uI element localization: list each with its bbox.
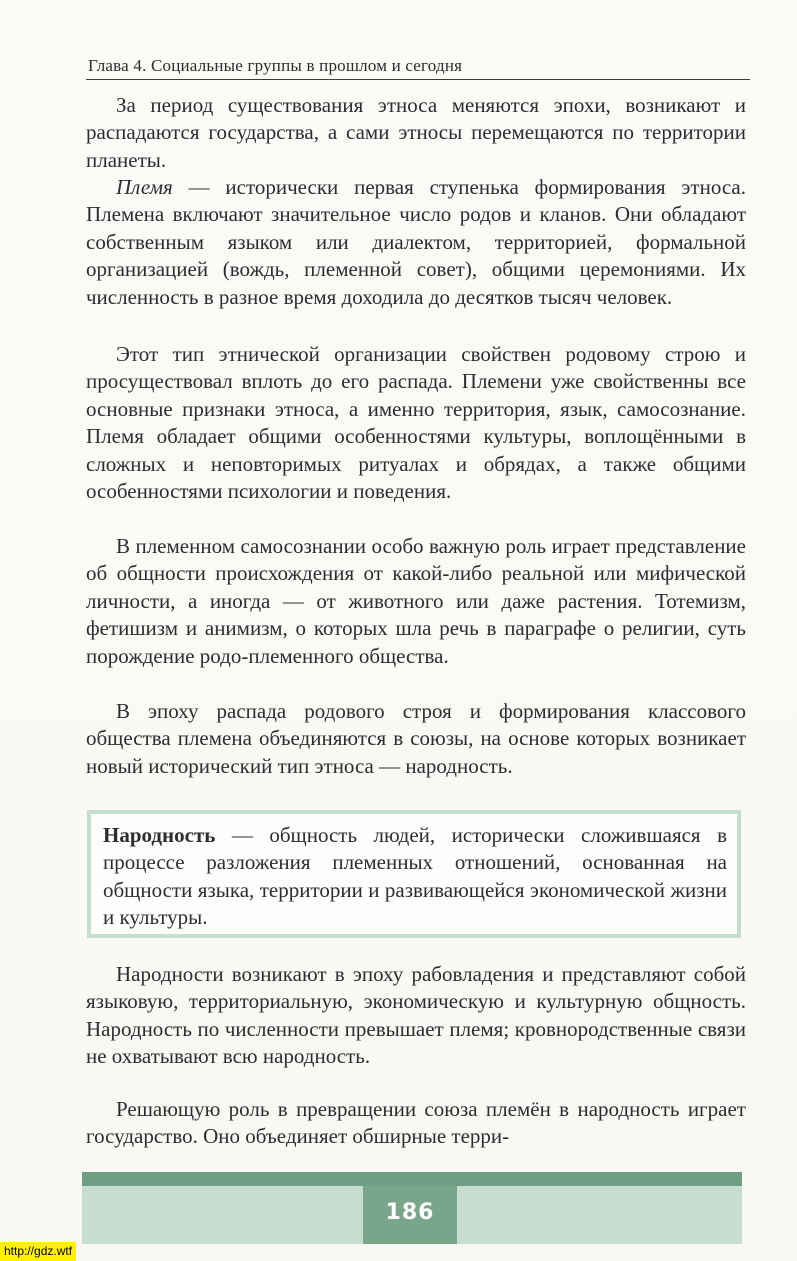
definition-text xyxy=(103,822,727,932)
definition-box xyxy=(87,810,741,938)
paragraph-2-text: — исторически первая ступенька формирования этноса. Племена включают значительное число родов и кланов. Они обладают собственным языком или диалектом, территорией, формальной организацией (вождь, племенной совет), общими церемониями. Их численность в разное время доходила до десятков тысяч человек. xyxy=(86,175,746,309)
paragraph-3: Этот тип этнической организации свойствен родовому строю и просуществовал вплоть до его распада. Племени уже свойственны все основные признаки этноса, а именно территория, язык, самосознание. Племя обладает общими особенностями культуры, воплощёнными в сложных и неповторимых ритуалах и обрядах, а также общими особенностями психологии и поведения. xyxy=(86,342,746,504)
paragraph-2 xyxy=(86,174,746,311)
page-number: 186 xyxy=(385,1200,435,1225)
paragraph-4: В племенном самосознании особо важную роль играет представление об общности происхождения от какой-либо реальной или мифической личности, а иногда — от животного или даже растения. Тотемизм, фетишизм и анимизм, о которых шла речь в параграфе о религии, суть порождение родо-племенного общества. xyxy=(86,534,746,668)
running-head: Глава 4. Социальные группы в прошлом и сегодня xyxy=(88,56,463,75)
definition-body: — общность людей, исторически сложившаяся в процессе разложения племенных отношений, основанная на общности языка, территории и развивающейся экономической жизни и культуры. xyxy=(103,823,727,930)
term-plemya: Племя xyxy=(116,175,173,199)
watermark-link[interactable]: http://gdz.wtf xyxy=(0,1242,76,1261)
definition-term: Народность xyxy=(103,823,216,847)
header-rule xyxy=(86,79,750,80)
paragraph-7: Решающую роль в превращении союза племён в народность играет государство. Оно объединяет обширные терри- xyxy=(86,1097,746,1149)
paragraph-1: За период существования этноса меняются эпохи, возникают и распадаются государства, а сами этносы перемещаются по территории планеты. xyxy=(86,93,746,172)
paragraph-6: Народности возникают в эпоху рабовладения и представляют собой языковую, территориальную, экономическую и культурную общность. Народность по численности превышает племя; кровнородственные связи не охватывают всю народность. xyxy=(86,962,746,1069)
paragraph-5: В эпоху распада родового строя и формирования классового общества племена объединяются в союзы, на основе которых возникает новый исторический тип этноса — народность. xyxy=(86,699,746,778)
footer-band xyxy=(82,1172,742,1186)
